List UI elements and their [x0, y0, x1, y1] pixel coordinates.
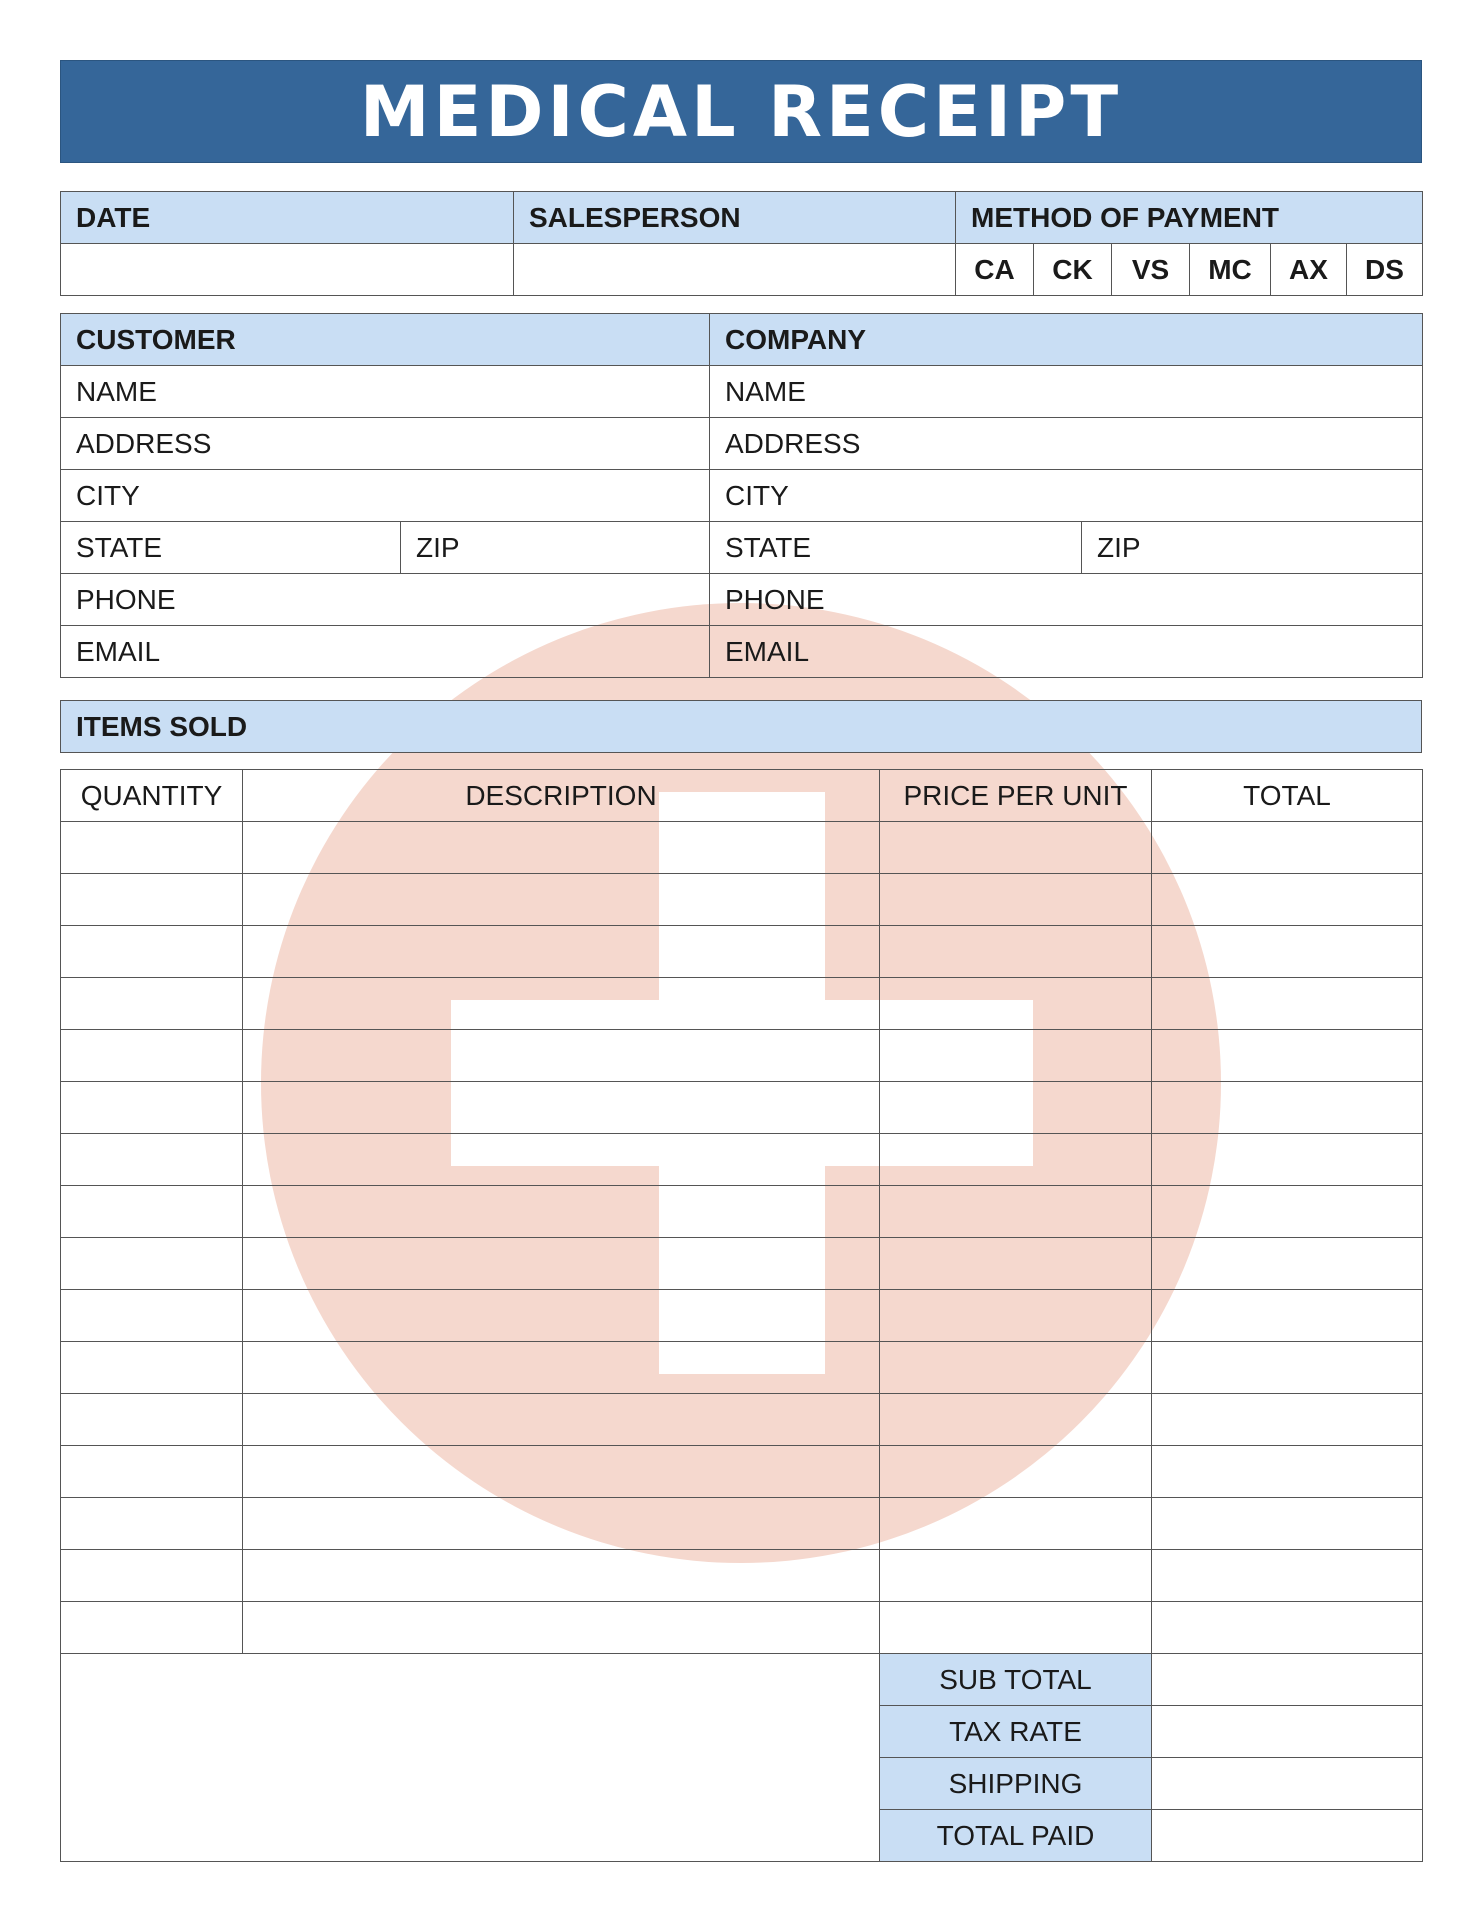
description-cell[interactable] — [243, 1082, 880, 1134]
price-cell[interactable] — [880, 1498, 1152, 1550]
notes-area — [61, 1654, 880, 1862]
quantity-cell[interactable] — [61, 874, 243, 926]
customer-city-field[interactable]: CITY — [61, 470, 710, 522]
shipping-field[interactable] — [1152, 1758, 1423, 1810]
total-cell[interactable] — [1152, 1498, 1423, 1550]
description-cell[interactable] — [243, 1394, 880, 1446]
quantity-cell[interactable] — [61, 822, 243, 874]
description-cell[interactable] — [243, 1602, 880, 1654]
description-cell[interactable] — [243, 978, 880, 1030]
items-heading: ITEMS SOLD — [61, 701, 1422, 753]
description-cell[interactable] — [243, 1446, 880, 1498]
payment-ds[interactable]: DS — [1347, 244, 1423, 296]
description-cell[interactable] — [243, 822, 880, 874]
total-cell[interactable] — [1152, 822, 1423, 874]
total-cell[interactable] — [1152, 874, 1423, 926]
customer-state-field[interactable]: STATE — [61, 522, 401, 574]
item-row — [61, 1238, 1423, 1290]
price-cell[interactable] — [880, 1238, 1152, 1290]
description-cell[interactable] — [243, 874, 880, 926]
item-row — [61, 822, 1423, 874]
quantity-cell[interactable] — [61, 1082, 243, 1134]
customer-email-field[interactable]: EMAIL — [61, 626, 710, 678]
total-cell[interactable] — [1152, 1134, 1423, 1186]
description-cell[interactable] — [243, 1030, 880, 1082]
payment-ca[interactable]: CA — [956, 244, 1034, 296]
payment-vs[interactable]: VS — [1112, 244, 1190, 296]
salesperson-field[interactable] — [514, 244, 956, 296]
customer-address-field[interactable]: ADDRESS — [61, 418, 710, 470]
total-paid-field[interactable] — [1152, 1810, 1423, 1862]
price-cell[interactable] — [880, 1134, 1152, 1186]
company-name-field[interactable]: NAME — [710, 366, 1423, 418]
price-cell[interactable] — [880, 874, 1152, 926]
description-cell[interactable] — [243, 1134, 880, 1186]
payment-ax[interactable]: AX — [1271, 244, 1347, 296]
item-row — [61, 1082, 1423, 1134]
company-heading: COMPANY — [710, 314, 1423, 366]
title-banner — [60, 60, 1422, 163]
quantity-cell[interactable] — [61, 1186, 243, 1238]
item-row — [61, 1394, 1423, 1446]
total-cell[interactable] — [1152, 1550, 1423, 1602]
total-cell[interactable] — [1152, 1082, 1423, 1134]
quantity-cell[interactable] — [61, 1238, 243, 1290]
quantity-cell[interactable] — [61, 1394, 243, 1446]
total-cell[interactable] — [1152, 978, 1423, 1030]
price-cell[interactable] — [880, 1550, 1152, 1602]
item-row — [61, 1290, 1423, 1342]
quantity-cell[interactable] — [61, 978, 243, 1030]
header-table — [60, 191, 1423, 296]
quantity-cell[interactable] — [61, 1030, 243, 1082]
total-cell[interactable] — [1152, 1602, 1423, 1654]
items-heading-table — [60, 700, 1422, 753]
item-row — [61, 1134, 1423, 1186]
item-row — [61, 1030, 1423, 1082]
sub-total-label: SUB TOTAL — [880, 1654, 1152, 1706]
item-row — [61, 926, 1423, 978]
price-cell[interactable] — [880, 1342, 1152, 1394]
total-cell[interactable] — [1152, 926, 1423, 978]
description-cell[interactable] — [243, 1186, 880, 1238]
total-cell[interactable] — [1152, 1394, 1423, 1446]
customer-phone-field[interactable]: PHONE — [61, 574, 710, 626]
page-title: MEDICAL RECEIPT — [359, 70, 1123, 153]
price-cell[interactable] — [880, 1030, 1152, 1082]
total-cell[interactable] — [1152, 1446, 1423, 1498]
price-cell[interactable] — [880, 1186, 1152, 1238]
description-cell[interactable] — [243, 1238, 880, 1290]
price-cell[interactable] — [880, 1290, 1152, 1342]
item-row — [61, 1342, 1423, 1394]
description-cell[interactable] — [243, 926, 880, 978]
items-table — [60, 769, 1423, 1862]
item-row — [61, 874, 1423, 926]
salesperson-label: SALESPERSON — [514, 192, 956, 244]
description-cell[interactable] — [243, 1342, 880, 1394]
item-row — [61, 1446, 1423, 1498]
shipping-label: SHIPPING — [880, 1758, 1152, 1810]
total-column-header: TOTAL — [1152, 770, 1423, 822]
date-field[interactable] — [61, 244, 514, 296]
quantity-cell[interactable] — [61, 1342, 243, 1394]
customer-name-field[interactable]: NAME — [61, 366, 710, 418]
quantity-cell[interactable] — [61, 1498, 243, 1550]
date-label: DATE — [61, 192, 514, 244]
total-cell[interactable] — [1152, 1290, 1423, 1342]
company-email-field[interactable]: EMAIL — [710, 626, 1423, 678]
payment-label: METHOD OF PAYMENT — [956, 192, 1423, 244]
price-cell[interactable] — [880, 1082, 1152, 1134]
payment-mc[interactable]: MC — [1190, 244, 1271, 296]
price-cell[interactable] — [880, 926, 1152, 978]
quantity-column-header: QUANTITY — [61, 770, 243, 822]
item-row — [61, 1186, 1423, 1238]
quantity-cell[interactable] — [61, 1602, 243, 1654]
description-cell[interactable] — [243, 1498, 880, 1550]
total-cell[interactable] — [1152, 1238, 1423, 1290]
quantity-cell[interactable] — [61, 1290, 243, 1342]
company-zip-field[interactable]: ZIP — [1082, 522, 1423, 574]
tax-rate-label: TAX RATE — [880, 1706, 1152, 1758]
price-cell[interactable] — [880, 1446, 1152, 1498]
sub-total-field[interactable] — [1152, 1654, 1423, 1706]
quantity-cell[interactable] — [61, 1446, 243, 1498]
price-cell[interactable] — [880, 1394, 1152, 1446]
quantity-cell[interactable] — [61, 1134, 243, 1186]
price-cell[interactable] — [880, 978, 1152, 1030]
price-column-header: PRICE PER UNIT — [880, 770, 1152, 822]
description-cell[interactable] — [243, 1290, 880, 1342]
item-row — [61, 978, 1423, 1030]
payment-ck[interactable]: CK — [1034, 244, 1112, 296]
company-phone-field[interactable]: PHONE — [710, 574, 1423, 626]
customer-heading: CUSTOMER — [61, 314, 710, 366]
company-address-field[interactable]: ADDRESS — [710, 418, 1423, 470]
contact-table — [60, 313, 1423, 678]
total-cell[interactable] — [1152, 1030, 1423, 1082]
price-cell[interactable] — [880, 822, 1152, 874]
description-column-header: DESCRIPTION — [243, 770, 880, 822]
total-cell[interactable] — [1152, 1342, 1423, 1394]
company-state-field[interactable]: STATE — [710, 522, 1082, 574]
item-row — [61, 1550, 1423, 1602]
item-row — [61, 1498, 1423, 1550]
customer-zip-field[interactable]: ZIP — [401, 522, 710, 574]
description-cell[interactable] — [243, 1550, 880, 1602]
quantity-cell[interactable] — [61, 1550, 243, 1602]
tax-rate-field[interactable] — [1152, 1706, 1423, 1758]
price-cell[interactable] — [880, 1602, 1152, 1654]
quantity-cell[interactable] — [61, 926, 243, 978]
item-row — [61, 1602, 1423, 1654]
total-cell[interactable] — [1152, 1186, 1423, 1238]
total-paid-label: TOTAL PAID — [880, 1810, 1152, 1862]
company-city-field[interactable]: CITY — [710, 470, 1423, 522]
